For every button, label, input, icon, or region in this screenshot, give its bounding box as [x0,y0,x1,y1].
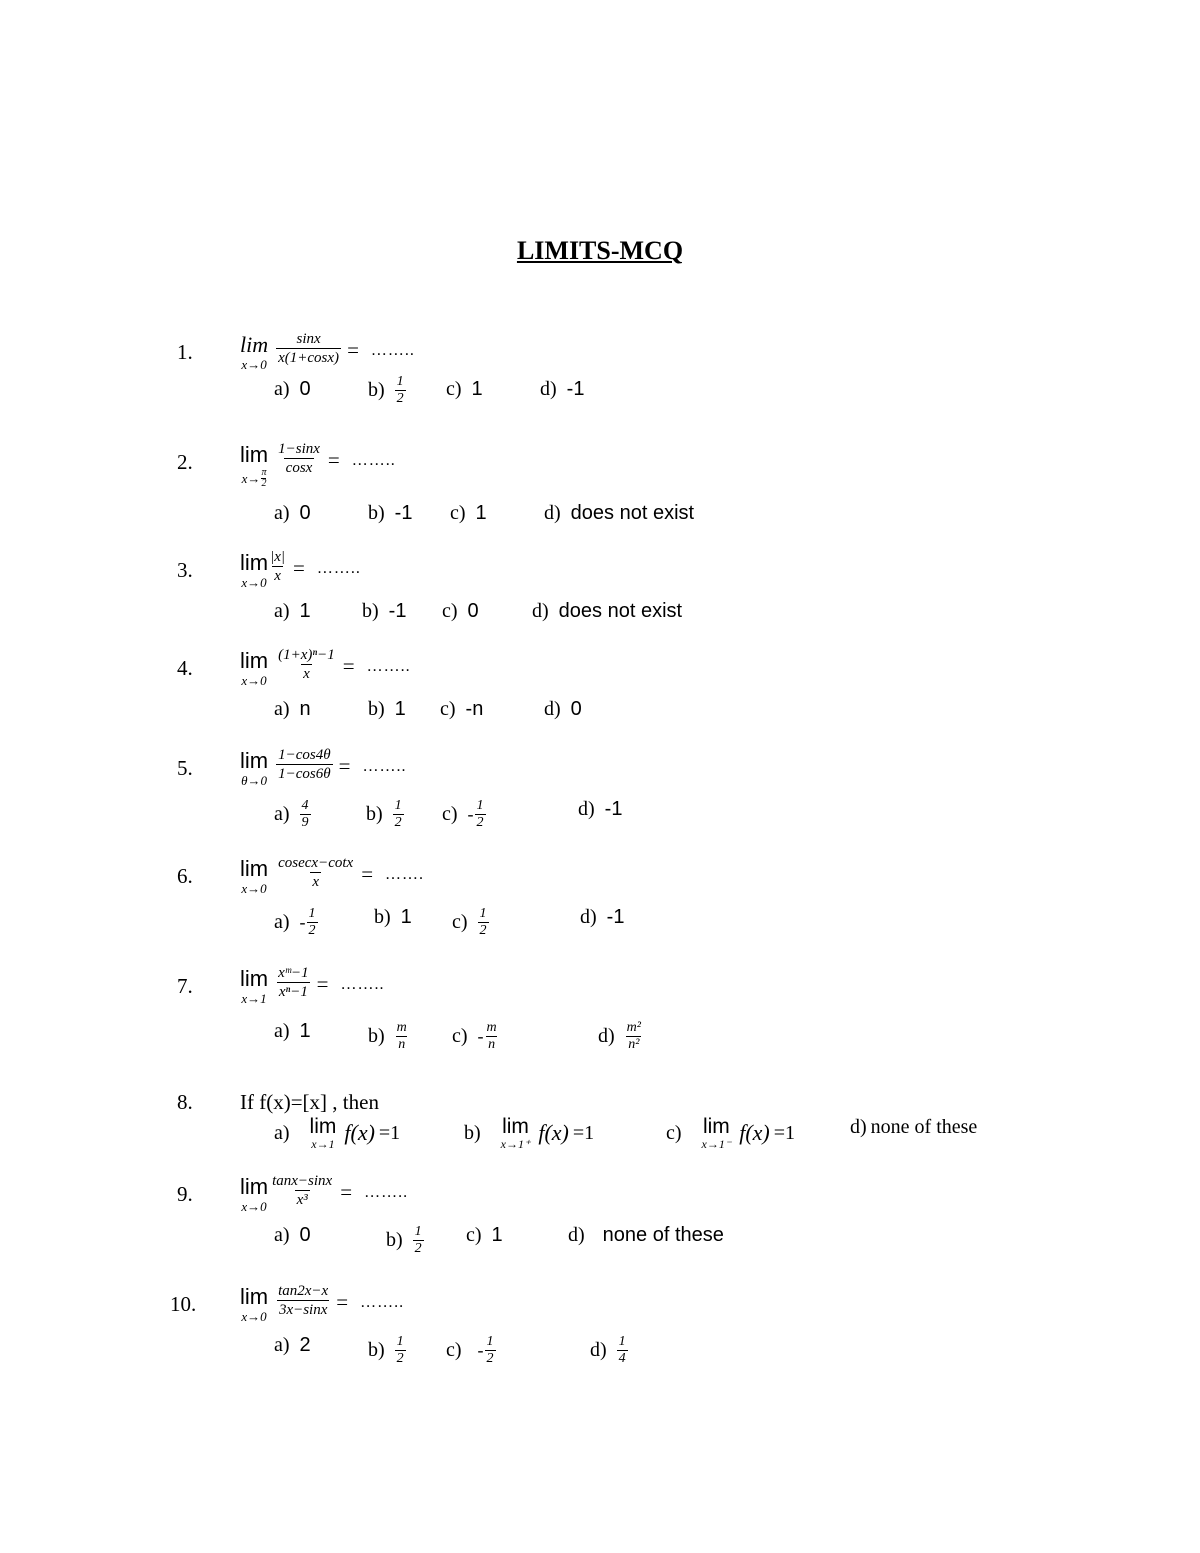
option-value: n [299,698,311,720]
limit-fraction [276,646,337,683]
question-6 [0,855,1200,974]
limit-expression [240,1284,404,1324]
option-label: c) [446,1339,462,1361]
equals-sign: = [327,448,340,472]
limit-expression [240,442,396,489]
fraction-numerator: m [396,1020,407,1035]
lim-subscript: x→1 [241,991,267,1006]
fraction-denominator: 2 [261,478,267,489]
option-label: a) [274,698,290,720]
denominator: x [274,568,281,584]
option-b[interactable] [374,906,412,929]
pi-over-two [261,468,266,489]
lim-word: lim [240,550,269,575]
option-value: 1 [299,600,311,622]
option-fraction [478,906,489,939]
option-label: d) [598,1025,615,1047]
option-c[interactable] [666,1116,795,1150]
option-value: 0 [299,502,311,524]
limit-operator [240,856,268,896]
fraction-denominator: 2 [396,1351,404,1366]
option-fraction [485,1334,496,1367]
option-label: d) [568,1224,585,1246]
limit-fraction [276,746,333,783]
question-number: 8. [177,1090,193,1114]
option-label: a) [274,803,290,825]
option-value: 1 [475,502,487,524]
question-4 [0,647,1200,766]
option-b[interactable] [386,1224,424,1257]
option-label: b) [368,698,385,720]
option-label: b) [368,1339,385,1361]
limit-operator [240,550,268,590]
numerator: tan2x−x [278,1283,329,1299]
answer-blank: …….. [351,452,396,469]
option-fraction [485,1020,499,1053]
question-3 [0,549,1200,668]
option-label: d) [590,1339,607,1361]
options [0,374,1200,424]
option-label: b) [464,1121,481,1144]
option-label: b) [368,502,385,524]
option-a[interactable] [274,1020,311,1043]
option-c[interactable] [442,798,486,831]
option-value: 1 [491,1224,503,1246]
option-a[interactable] [274,698,311,721]
answer-blank: …….. [362,758,407,775]
numerator: sinx [296,331,321,347]
option-label: a) [274,502,290,524]
lim-subscript: x→0 [241,575,267,590]
option-fraction [475,798,486,831]
lim-subscript: x→0 [241,1309,267,1324]
limit-expression [240,748,406,788]
lim-subscript: x→0 [241,673,267,688]
fraction-numerator: m [486,1020,497,1035]
limit-operator [240,1284,268,1324]
option-fraction [617,1334,628,1367]
option-label: d) [544,502,561,524]
equals-sign: = [342,654,355,678]
denominator: 1−cos6θ [278,766,331,782]
option-label: c) [466,1224,482,1246]
option-a[interactable] [274,1224,311,1247]
question-number: 6. [177,864,193,888]
denominator: x [303,666,310,682]
option-value: none of these [870,1116,978,1138]
fraction-denominator: 2 [486,1351,494,1366]
option-value: 0 [299,1224,311,1246]
limit-operator [240,1174,268,1214]
option-label: a) [274,378,290,400]
fraction-numerator: 1 [396,1334,404,1349]
lim-word: lim [240,1284,269,1309]
fraction-numerator: 1 [476,798,484,813]
option-label: b) [386,1229,403,1251]
option-a[interactable] [274,378,311,401]
answer-blank: …….. [370,342,415,359]
option-label: d) [578,798,595,820]
minus-sign: - [467,804,474,824]
fraction-denominator: 2 [414,1241,422,1256]
answer-blank: …….. [366,658,411,675]
option-a[interactable] [274,798,311,831]
option-value: 1 [471,378,483,400]
option-fraction [395,1020,409,1053]
options [0,600,1200,646]
fraction-numerator: 1 [479,906,487,921]
option-label: b) [368,1025,385,1047]
option-d[interactable] [544,698,582,721]
option-value: none of these [602,1224,724,1246]
option-label: c) [446,378,462,400]
limit-expression [240,648,411,688]
fraction-denominator: 2 [394,815,402,830]
option-value: -1 [606,906,625,928]
options [0,502,1200,548]
option-c[interactable] [442,600,479,623]
option-value: 1 [394,698,406,720]
option-label: b) [362,600,379,622]
option-value: 2 [299,1334,311,1356]
function-expression: f(x) [538,1120,569,1145]
denominator: x³ [296,1192,308,1208]
options [0,698,1200,744]
option-d[interactable] [580,906,624,929]
option-label: d) [850,1116,867,1138]
numerator: xᵐ−1 [278,965,309,981]
question-9 [0,1173,1200,1292]
question-10 [0,1283,1200,1402]
fraction-numerator: 1 [308,906,316,921]
option-a[interactable] [274,600,311,623]
fraction-denominator: n² [628,1037,640,1052]
lim-word: lim [240,856,269,881]
lim-subscript: θ→0 [241,773,267,788]
numerator: tanx−sinx [272,1173,333,1189]
numerator: cosecx−cotx [278,855,354,871]
question-number: 5. [177,756,193,780]
option-value: -1 [604,798,623,820]
option-b[interactable] [362,600,406,623]
option-label: b) [368,379,385,401]
option-value: 0 [570,698,582,720]
limit-fraction [276,440,322,477]
limit-fraction [270,1172,334,1209]
option-label: d) [540,378,557,400]
answer-blank: …….. [364,1184,409,1201]
option-label: c) [442,803,458,825]
option-fraction [625,1020,643,1053]
option-d[interactable] [590,1334,628,1367]
option-d[interactable] [578,798,622,821]
option-d[interactable] [540,378,584,401]
option-d[interactable] [850,1116,977,1139]
fraction-numerator: m² [626,1020,641,1035]
limit-operator: lim x→1 [309,1115,337,1151]
denominator: x [312,874,319,890]
option-value: -1 [388,600,407,622]
limit-expression [240,966,385,1006]
minus-sign: - [299,912,306,932]
fraction-denominator: n [398,1037,406,1052]
question-number: 2. [177,450,193,474]
question-number: 9. [177,1182,193,1206]
fraction-denominator: 2 [476,815,484,830]
lim-subscript: x→0 [241,881,267,896]
limit-expression [240,550,361,590]
option-label: b) [366,803,383,825]
option-label: a) [274,1224,290,1246]
equals-sign: = [336,1290,349,1314]
numerator: (1+x)ⁿ−1 [278,647,335,663]
lim-subscript: x→1⁻ [701,1137,732,1151]
option-value: =1 [572,1121,595,1144]
lim-subscript [242,468,267,489]
option-fraction [307,906,318,939]
answer-blank: …….. [316,560,361,577]
lim-subscript-text: x→ [241,470,261,486]
option-d[interactable] [544,502,694,525]
answer-blank: …….. [360,1294,405,1311]
option-b[interactable] [368,1020,409,1053]
limit-fraction [276,854,355,891]
fraction-numerator: 1 [414,1224,422,1239]
limit-fraction [276,330,341,367]
option-b[interactable] [368,374,406,407]
option-value: -1 [394,502,413,524]
equals-sign: = [293,556,305,580]
option-fraction [395,1334,406,1367]
option-label: a) [274,1334,290,1356]
option-c[interactable] [452,906,489,939]
option-b[interactable] [368,1334,406,1367]
option-b[interactable] [366,798,404,831]
options [0,1334,1200,1380]
option-label: d) [544,698,561,720]
answer-blank: …….. [340,976,385,993]
question-text: If f(x)=[x] , then [240,1090,379,1114]
option-value: 1 [299,1020,311,1042]
options [0,798,1200,844]
option-value: -1 [566,378,585,400]
numerator: |x| [270,549,286,565]
denominator: 3x−sinx [278,1302,328,1318]
option-value: 0 [467,600,479,622]
limit-operator: lim x→1⁻ [701,1115,732,1151]
option-label: d) [532,600,549,622]
option-label: c) [452,911,468,933]
option-label: b) [374,906,391,928]
option-label: c) [666,1121,682,1144]
minus-sign: - [477,1340,484,1360]
fraction-numerator: 1 [396,374,404,389]
option-label: a) [274,1121,290,1144]
question-7 [0,965,1200,1084]
option-value: does not exist [570,502,695,524]
minus-sign: - [477,1026,484,1046]
option-c[interactable] [446,1334,496,1367]
lim-subscript: x→0 [241,1199,267,1214]
option-label: a) [274,911,290,933]
option-a[interactable] [274,502,311,525]
lim-subscript: x→1⁺ [500,1137,531,1151]
option-b[interactable] [368,698,406,721]
options [0,1116,1200,1162]
equals-sign: = [347,338,359,362]
options [0,1224,1200,1270]
fraction-denominator: 2 [308,923,316,938]
limit-fraction [268,548,287,585]
page-title: LIMITS-MCQ [516,236,684,265]
lim-word: lim [240,748,269,773]
option-label: c) [452,1025,468,1047]
option-fraction [395,374,406,407]
fraction-numerator: 1 [486,1334,494,1349]
limit-expression [240,856,424,896]
option-value: =1 [378,1121,401,1144]
option-label: a) [274,1020,290,1042]
question-2 [0,441,1200,560]
option-fraction [413,1224,424,1257]
option-value: 1 [400,906,412,928]
option-label: d) [580,906,597,928]
denominator: cosx [285,460,313,476]
fraction-denominator: 2 [396,391,404,406]
option-d[interactable] [568,1224,724,1247]
option-a[interactable] [274,1116,400,1150]
limit-operator: lim x→1⁺ [500,1115,531,1151]
option-d[interactable] [598,1020,643,1053]
equals-sign: = [361,862,374,886]
options [0,1020,1200,1066]
limit-operator [240,648,268,688]
option-value: -n [465,698,484,720]
question-number: 4. [177,656,193,680]
function-expression: f(x) [739,1120,770,1145]
function-expression: f(x) [344,1120,375,1145]
lim-word: lim [240,648,269,673]
option-a[interactable] [274,906,318,939]
option-b[interactable] [368,502,412,525]
option-c[interactable] [452,1020,499,1053]
lim-subscript: x→0 [241,357,267,372]
fraction-denominator: n [488,1037,496,1052]
option-fraction [393,798,404,831]
option-c[interactable] [446,378,483,401]
limit-operator [240,332,268,372]
option-value: does not exist [558,600,683,622]
answer-blank: ……. [385,866,425,883]
fraction-numerator: π [261,467,267,478]
equals-sign: = [316,972,329,996]
option-label: c) [440,698,456,720]
numerator: 1−cos4θ [278,747,331,763]
option-label: c) [450,502,466,524]
fraction-numerator: 1 [618,1334,626,1349]
option-value: =1 [773,1121,796,1144]
denominator: xⁿ−1 [278,984,308,1000]
question-number: 1. [177,340,193,364]
lim-word: lim [240,442,269,467]
question-number: 10. [170,1292,197,1316]
equals-sign: = [340,1180,353,1204]
option-d[interactable] [532,600,682,623]
options [0,906,1200,952]
limit-operator [240,748,268,788]
option-c[interactable] [466,1224,503,1247]
denominator: x(1+cosx) [278,350,340,366]
option-c[interactable] [440,698,483,721]
limit-fraction [276,964,311,1001]
lim-word: lim [240,1174,269,1199]
lim-word: lim [240,332,269,357]
option-label: a) [274,600,290,622]
option-label: c) [442,600,458,622]
question-number: 7. [177,974,193,998]
limit-operator [240,442,268,489]
option-fraction [300,798,311,831]
limit-expression [240,332,415,372]
fraction-denominator: 9 [301,815,309,830]
fraction-numerator: 1 [394,798,402,813]
limit-operator [240,966,268,1006]
fraction-denominator: 2 [479,923,487,938]
fraction-numerator: 4 [301,798,309,813]
lim-subscript: x→1 [311,1137,335,1151]
question-1 [0,331,1200,450]
equals-sign: = [338,754,351,778]
option-b[interactable] [464,1116,594,1150]
option-value: 0 [299,378,311,400]
limit-expression [240,1174,408,1214]
numerator: 1−sinx [278,441,320,457]
option-a[interactable] [274,1334,311,1357]
lim-word: lim [240,966,269,991]
question-number: 3. [177,558,193,582]
limit-fraction [276,1282,330,1319]
option-c[interactable] [450,502,487,525]
fraction-denominator: 4 [618,1351,626,1366]
